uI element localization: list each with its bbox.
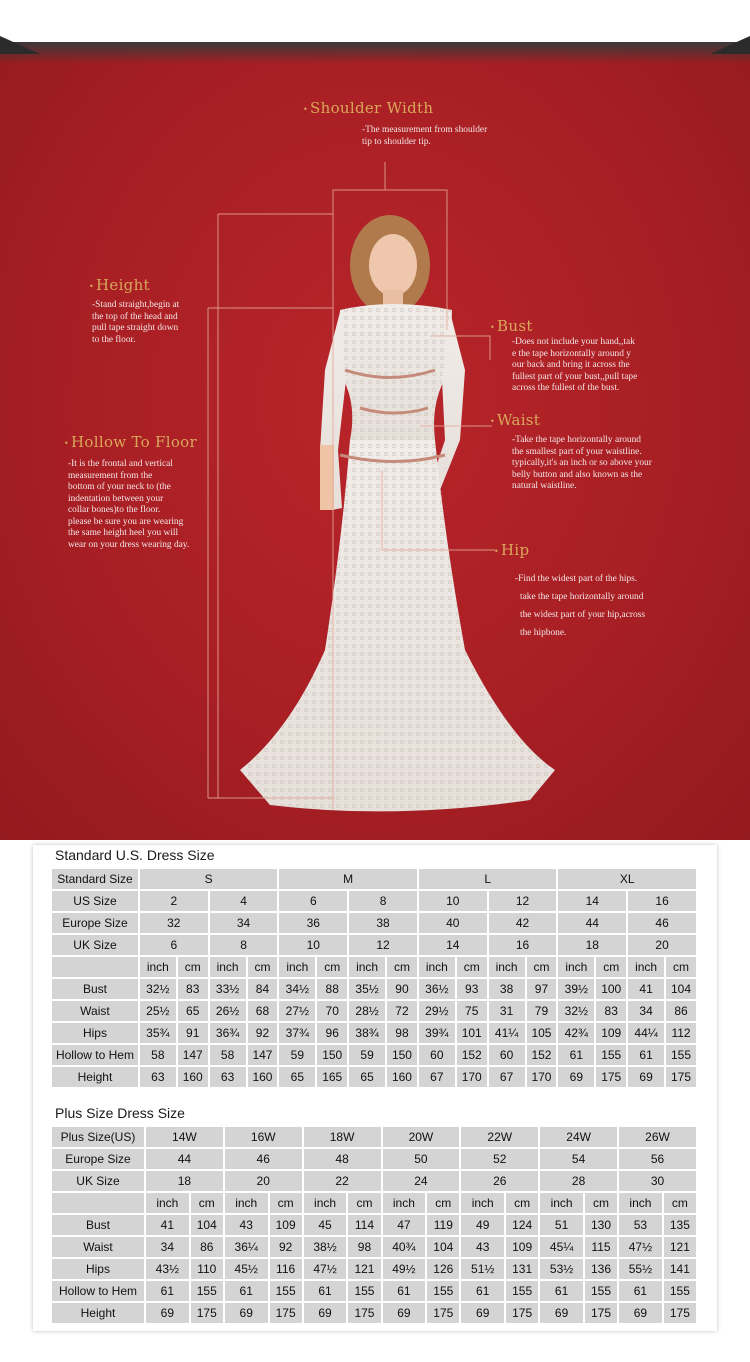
standard-measure-row	[52, 1045, 696, 1065]
unit-inch: inch	[619, 1193, 662, 1213]
measure-value: 175	[270, 1303, 302, 1323]
size-value: 22	[304, 1171, 381, 1191]
plus-size-24w: 24W	[540, 1127, 617, 1147]
measure-value: 63	[140, 1067, 176, 1087]
unit-cm: cm	[178, 957, 208, 977]
size-value: 38	[349, 913, 417, 933]
measure-value: 61	[304, 1281, 347, 1301]
size-value: 16	[489, 935, 557, 955]
unit-cm: cm	[596, 957, 626, 977]
measure-value: 45½	[225, 1259, 268, 1279]
measure-value: 36¾	[210, 1023, 246, 1043]
measure-value: 49½	[383, 1259, 426, 1279]
measure-value: 130	[585, 1215, 617, 1235]
row-label: Hollow to Hem	[52, 1281, 144, 1301]
hip-title: • Hip	[494, 541, 529, 559]
measure-value: 69	[304, 1303, 347, 1323]
measure-value: 124	[506, 1215, 538, 1235]
measure-value: 155	[427, 1281, 459, 1301]
measure-value: 170	[527, 1067, 557, 1087]
measure-value: 155	[270, 1281, 302, 1301]
size-value: 16	[628, 891, 696, 911]
size-group-l: L	[419, 869, 557, 889]
row-label: Hips	[52, 1259, 144, 1279]
measure-value: 105	[527, 1023, 557, 1043]
measure-value: 36¼	[225, 1237, 268, 1257]
standard-size-title: Standard U.S. Dress Size	[55, 847, 215, 863]
measure-value: 69	[146, 1303, 189, 1323]
measure-value: 150	[317, 1045, 347, 1065]
plus-measure-row	[52, 1281, 696, 1301]
size-value: 40	[419, 913, 487, 933]
waist-description: -Take the tape horizontally around the smallest part of your waistline. typically,it's an inch or so above your belly button and also known as the natural waistline.	[512, 435, 652, 491]
measure-value: 152	[527, 1045, 557, 1065]
measure-value: 109	[596, 1023, 626, 1043]
measure-value: 110	[191, 1259, 223, 1279]
measure-value: 43½	[146, 1259, 189, 1279]
size-value: 12	[489, 891, 557, 911]
measure-value: 160	[387, 1067, 417, 1087]
row-label: UK Size	[52, 935, 138, 955]
row-label: Hips	[52, 1023, 138, 1043]
unit-cm: cm	[191, 1193, 223, 1213]
measure-value: 104	[666, 979, 696, 999]
size-value: 32	[140, 913, 208, 933]
measure-value: 32½	[140, 979, 176, 999]
measure-value: 75	[457, 1001, 487, 1021]
blank-cell	[52, 957, 138, 977]
measure-value: 86	[191, 1237, 223, 1257]
standard-size-row	[52, 913, 696, 933]
measure-value: 68	[248, 1001, 278, 1021]
measure-value: 165	[317, 1067, 347, 1087]
unit-inch: inch	[419, 957, 455, 977]
measure-value: 79	[527, 1001, 557, 1021]
measure-value: 49	[461, 1215, 504, 1235]
measure-value: 135	[664, 1215, 696, 1235]
plus-size-row	[52, 1149, 696, 1169]
hollow-to-floor-description: -It is the frontal and vertical measurement from the bottom of your neck to (the indentation between your collar bones)to the floor. please be sure you are wearing the same height heel you will wear on your dress wearing day.	[68, 459, 190, 550]
unit-inch: inch	[225, 1193, 268, 1213]
plus-size-22w: 22W	[461, 1127, 538, 1147]
unit-inch: inch	[304, 1193, 347, 1213]
unit-cm: cm	[387, 957, 417, 977]
measure-value: 175	[664, 1303, 696, 1323]
measure-value: 90	[387, 979, 417, 999]
size-group-s: S	[140, 869, 278, 889]
measure-value: 69	[225, 1303, 268, 1323]
measure-value: 155	[191, 1281, 223, 1301]
size-group-xl: XL	[558, 869, 696, 889]
unit-inch: inch	[461, 1193, 504, 1213]
size-value: 8	[210, 935, 278, 955]
measure-value: 155	[506, 1281, 538, 1301]
measure-value: 150	[387, 1045, 417, 1065]
measure-value: 41	[146, 1215, 189, 1235]
measure-value: 104	[191, 1215, 223, 1235]
size-value: 8	[349, 891, 417, 911]
measure-value: 61	[383, 1281, 426, 1301]
unit-cm: cm	[427, 1193, 459, 1213]
measure-value: 69	[540, 1303, 583, 1323]
size-value: 50	[383, 1149, 460, 1169]
row-label: Europe Size	[52, 1149, 144, 1169]
measure-value: 91	[178, 1023, 208, 1043]
measure-value: 83	[178, 979, 208, 999]
measure-value: 69	[619, 1303, 662, 1323]
size-value: 20	[628, 935, 696, 955]
measure-value: 67	[419, 1067, 455, 1087]
size-value: 6	[140, 935, 208, 955]
row-label: US Size	[52, 891, 138, 911]
measure-value: 26½	[210, 1001, 246, 1021]
measure-value: 43	[225, 1215, 268, 1235]
measure-value: 32½	[558, 1001, 594, 1021]
measure-value: 93	[457, 979, 487, 999]
size-value: 36	[279, 913, 347, 933]
measure-value: 35½	[349, 979, 385, 999]
unit-inch: inch	[210, 957, 246, 977]
size-value: 28	[540, 1171, 617, 1191]
measure-value: 170	[457, 1067, 487, 1087]
plus-size-table	[50, 1125, 698, 1325]
unit-cm: cm	[664, 1193, 696, 1213]
measure-value: 131	[506, 1259, 538, 1279]
measure-value: 45	[304, 1215, 347, 1235]
size-value: 20	[225, 1171, 302, 1191]
row-label: Europe Size	[52, 913, 138, 933]
standard-size-row	[52, 935, 696, 955]
measure-value: 58	[140, 1045, 176, 1065]
measure-value: 61	[628, 1045, 664, 1065]
measure-value: 155	[664, 1281, 696, 1301]
measure-value: 38	[489, 979, 525, 999]
measure-value: 147	[248, 1045, 278, 1065]
size-value: 14	[419, 935, 487, 955]
measure-value: 109	[270, 1215, 302, 1235]
hip-description: -Find the widest part of the hips. take the tape horizontally around the widest part of your hip,across the hipbone.	[515, 574, 645, 638]
measure-value: 55½	[619, 1259, 662, 1279]
measure-value: 121	[664, 1237, 696, 1257]
measure-value: 141	[664, 1259, 696, 1279]
unit-inch: inch	[140, 957, 176, 977]
measure-value: 175	[585, 1303, 617, 1323]
measure-value: 61	[461, 1281, 504, 1301]
measure-value: 34	[146, 1237, 189, 1257]
measure-value: 67	[489, 1067, 525, 1087]
unit-cm: cm	[270, 1193, 302, 1213]
measure-value: 59	[279, 1045, 315, 1065]
row-label: UK Size	[52, 1171, 144, 1191]
measure-value: 96	[317, 1023, 347, 1043]
plus-measure-row	[52, 1237, 696, 1257]
size-value: 24	[383, 1171, 460, 1191]
unit-cm: cm	[506, 1193, 538, 1213]
measure-value: 112	[666, 1023, 696, 1043]
measure-value: 25½	[140, 1001, 176, 1021]
unit-inch: inch	[279, 957, 315, 977]
size-value: 10	[279, 935, 347, 955]
plus-unit-row	[52, 1193, 696, 1213]
measure-value: 41	[628, 979, 664, 999]
standard-size-table	[50, 867, 698, 1089]
unit-cm: cm	[457, 957, 487, 977]
measure-value: 31	[489, 1001, 525, 1021]
measure-value: 86	[666, 1001, 696, 1021]
measure-value: 44¼	[628, 1023, 664, 1043]
height-description: -Stand straight,begin at the top of the head and pull tape straight down to the floor.	[92, 300, 180, 345]
measure-value: 63	[210, 1067, 246, 1087]
unit-cm: cm	[348, 1193, 380, 1213]
measure-value: 51½	[461, 1259, 504, 1279]
waist-title: • Waist	[490, 411, 540, 429]
measure-value: 72	[387, 1001, 417, 1021]
standard-measure-row	[52, 1067, 696, 1087]
size-group-m: M	[279, 869, 417, 889]
measure-value: 43	[461, 1237, 504, 1257]
measure-value: 84	[248, 979, 278, 999]
size-value: 44	[558, 913, 626, 933]
measure-value: 38¾	[349, 1023, 385, 1043]
height-title: • Height	[89, 276, 150, 294]
measure-value: 33½	[210, 979, 246, 999]
plus-size-header-row	[52, 1127, 696, 1147]
unit-inch: inch	[383, 1193, 426, 1213]
standard-measure-row	[52, 1023, 696, 1043]
measure-value: 119	[427, 1215, 459, 1235]
measure-value: 155	[348, 1281, 380, 1301]
measure-value: 104	[427, 1237, 459, 1257]
measure-value: 53½	[540, 1259, 583, 1279]
measure-value: 136	[585, 1259, 617, 1279]
measure-value: 34	[628, 1001, 664, 1021]
plus-size-row	[52, 1171, 696, 1191]
measure-value: 97	[527, 979, 557, 999]
measure-value: 37¾	[279, 1023, 315, 1043]
row-label: Waist	[52, 1001, 138, 1021]
unit-cm: cm	[248, 957, 278, 977]
size-value: 46	[628, 913, 696, 933]
size-charts	[33, 845, 717, 1331]
size-value: 2	[140, 891, 208, 911]
unit-cm: cm	[317, 957, 347, 977]
row-label: Hollow to Hem	[52, 1045, 138, 1065]
measure-value: 47½	[304, 1259, 347, 1279]
measure-value: 61	[619, 1281, 662, 1301]
size-value: 48	[304, 1149, 381, 1169]
size-value: 18	[146, 1171, 223, 1191]
plus-size-18w: 18W	[304, 1127, 381, 1147]
row-label: Plus Size(US)	[52, 1127, 144, 1147]
measure-value: 152	[457, 1045, 487, 1065]
measure-value: 27½	[279, 1001, 315, 1021]
plus-size-16w: 16W	[225, 1127, 302, 1147]
standard-measure-row	[52, 1001, 696, 1021]
row-label: Standard Size	[52, 869, 138, 889]
measure-value: 65	[349, 1067, 385, 1087]
standard-measure-row	[52, 979, 696, 999]
measure-value: 175	[666, 1067, 696, 1087]
measure-value: 51	[540, 1215, 583, 1235]
size-value: 30	[619, 1171, 696, 1191]
standard-size-row	[52, 891, 696, 911]
size-value: 54	[540, 1149, 617, 1169]
size-value: 4	[210, 891, 278, 911]
measure-value: 39¾	[419, 1023, 455, 1043]
measure-value: 45¼	[540, 1237, 583, 1257]
measure-value: 65	[279, 1067, 315, 1087]
measure-value: 28½	[349, 1001, 385, 1021]
measure-value: 155	[666, 1045, 696, 1065]
size-value: 12	[349, 935, 417, 955]
measure-value: 115	[585, 1237, 617, 1257]
measure-value: 61	[146, 1281, 189, 1301]
unit-inch: inch	[349, 957, 385, 977]
size-value: 46	[225, 1149, 302, 1169]
standard-size-group-row	[52, 869, 696, 889]
size-value: 14	[558, 891, 626, 911]
shoulder-width-title: • Shoulder Width	[303, 99, 433, 117]
measure-value: 60	[489, 1045, 525, 1065]
measure-value: 41¼	[489, 1023, 525, 1043]
measure-value: 160	[248, 1067, 278, 1087]
measure-value: 61	[558, 1045, 594, 1065]
unit-inch: inch	[146, 1193, 189, 1213]
measure-value: 42¾	[558, 1023, 594, 1043]
measure-value: 58	[210, 1045, 246, 1065]
measure-value: 160	[178, 1067, 208, 1087]
unit-inch: inch	[540, 1193, 583, 1213]
measure-value: 47½	[619, 1237, 662, 1257]
measure-value: 100	[596, 979, 626, 999]
measure-value: 69	[383, 1303, 426, 1323]
measure-value: 69	[461, 1303, 504, 1323]
measure-value: 61	[225, 1281, 268, 1301]
size-value: 6	[279, 891, 347, 911]
blank-cell	[52, 1193, 144, 1213]
measure-value: 60	[419, 1045, 455, 1065]
shoulder-width-description: -The measurement from shoulder tip to shoulder tip.	[362, 125, 488, 147]
measure-value: 34½	[279, 979, 315, 999]
measure-value: 109	[506, 1237, 538, 1257]
measure-value: 69	[628, 1067, 664, 1087]
measure-value: 92	[248, 1023, 278, 1043]
unit-inch: inch	[558, 957, 594, 977]
measure-value: 101	[457, 1023, 487, 1043]
measure-value: 29½	[419, 1001, 455, 1021]
unit-cm: cm	[666, 957, 696, 977]
measure-value: 175	[427, 1303, 459, 1323]
measure-value: 36½	[419, 979, 455, 999]
measure-value: 147	[178, 1045, 208, 1065]
unit-inch: inch	[489, 957, 525, 977]
size-value: 56	[619, 1149, 696, 1169]
measure-value: 155	[596, 1045, 626, 1065]
size-value: 44	[146, 1149, 223, 1169]
bust-description: -Does not include your hand,,tak e the tape horizontally around y our back and bring it across the fullest part of your bust,,pull tape across the fullest of the bust.	[512, 337, 638, 393]
measure-value: 38½	[304, 1237, 347, 1257]
measure-value: 155	[585, 1281, 617, 1301]
measure-value: 35¾	[140, 1023, 176, 1043]
row-label: Waist	[52, 1237, 144, 1257]
plus-size-20w: 20W	[383, 1127, 460, 1147]
measure-value: 59	[349, 1045, 385, 1065]
measure-value: 175	[506, 1303, 538, 1323]
plus-measure-row	[52, 1303, 696, 1323]
measure-value: 40¾	[383, 1237, 426, 1257]
measure-value: 98	[387, 1023, 417, 1043]
row-label: Bust	[52, 979, 138, 999]
size-value: 52	[461, 1149, 538, 1169]
measure-value: 47	[383, 1215, 426, 1235]
plus-size-title: Plus Size Dress Size	[55, 1105, 185, 1121]
measure-value: 116	[270, 1259, 302, 1279]
measure-value: 175	[348, 1303, 380, 1323]
plus-size-14w: 14W	[146, 1127, 223, 1147]
unit-inch: inch	[628, 957, 664, 977]
measure-value: 61	[540, 1281, 583, 1301]
measure-value: 175	[596, 1067, 626, 1087]
measure-value: 92	[270, 1237, 302, 1257]
bust-title: • Bust	[490, 317, 533, 335]
plus-size-26w: 26W	[619, 1127, 696, 1147]
size-value: 26	[461, 1171, 538, 1191]
measure-value: 88	[317, 979, 347, 999]
measure-value: 65	[178, 1001, 208, 1021]
size-value: 42	[489, 913, 557, 933]
measure-value: 126	[427, 1259, 459, 1279]
measure-value: 53	[619, 1215, 662, 1235]
measure-value: 175	[191, 1303, 223, 1323]
standard-unit-row	[52, 957, 696, 977]
hollow-to-floor-title: • Hollow To Floor	[64, 433, 197, 451]
measure-value: 69	[558, 1067, 594, 1087]
plus-measure-row	[52, 1215, 696, 1235]
plus-measure-row	[52, 1259, 696, 1279]
measure-value: 70	[317, 1001, 347, 1021]
measure-value: 98	[348, 1237, 380, 1257]
measure-value: 121	[348, 1259, 380, 1279]
unit-cm: cm	[585, 1193, 617, 1213]
measure-value: 39½	[558, 979, 594, 999]
measure-value: 114	[348, 1215, 380, 1235]
size-value: 34	[210, 913, 278, 933]
size-value: 10	[419, 891, 487, 911]
size-value: 18	[558, 935, 626, 955]
row-label: Height	[52, 1067, 138, 1087]
row-label: Height	[52, 1303, 144, 1323]
row-label: Bust	[52, 1215, 144, 1235]
measure-value: 83	[596, 1001, 626, 1021]
unit-cm: cm	[527, 957, 557, 977]
